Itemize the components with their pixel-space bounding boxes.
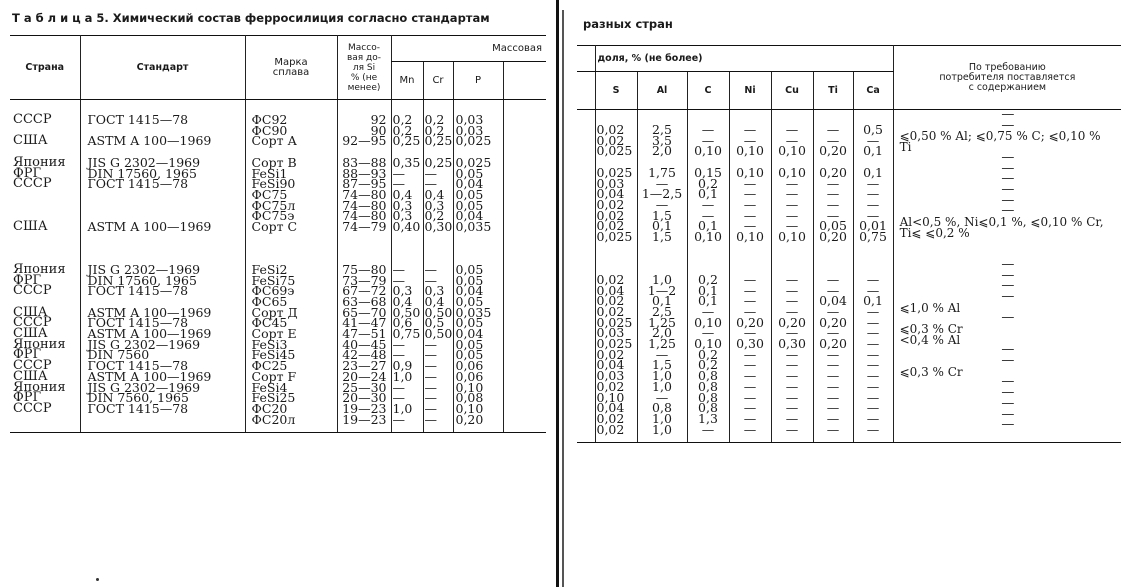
header-c: C — [687, 72, 729, 110]
ni-column: — — 0,10 0,10 — — — — — 0,10 — — — — 0,20 — 0,30 — — — — — — — — — [736, 122, 764, 437]
header-standard: Стандарт — [80, 36, 245, 100]
print-speck — [96, 578, 99, 581]
note-row-26: — — [1001, 417, 1015, 433]
header-ca: Ca — [853, 72, 893, 110]
si-column: 92 90 92—95 83—88 88—93 87—95 74—80 74—80 74—80 74—79 75—80 73—79 67—72 63—68 65—70 41—47 47—51 40—45 42—48 23—27 20—24 25—30 20—30 19—23 19—23 — [342, 112, 387, 427]
header-left-margin — [577, 46, 595, 72]
cr-column: 0,2 0,2 0,25 0,25 — — 0,4 0,3 0,2 0,30 — — 0,3 0,4 0,50 0,5 0,50 — — — — — — — — — [424, 112, 453, 427]
note-row-8: — — [1001, 192, 1015, 208]
country-column: СССР США Япония ФРГ СССР США Япония ФРГ СССР США СССР США Япония ФРГ СССР США Япония ФРГ СССР — [13, 112, 66, 416]
standard-column: ГОСТ 1415—78 ASTM A 100—1969 JIS G 2302—1969 DIN 17560, 1965 ГОСТ 1415—78 ASTM A 100—1969 JIS G 2302—1969 DIN 17560, 1965 ГОСТ 1415—78 ASTM A 100—1969 ГОСТ 1415—78 ASTM A 100—1969 JIS G 2302—1969 DIN 7560 ГОСТ 1415—78 ASTM A 100—1969 JIS G 2302—1969 DIN 7560, 1965 ГОСТ 1415—78 — [87, 112, 212, 416]
note-row-6: — — [1001, 171, 1015, 187]
note-row-20: — — [1001, 353, 1015, 369]
p-column: 0,03 0,03 0,025 0,025 0,05 0,04 0,05 0,05 0,04 0,035 0,05 0,05 0,04 0,05 0,035 0,05 0,04 0,05 0,05 0,06 0,06 0,10 0,08 0,10 0,20 — [455, 112, 492, 427]
note-row-22: — — [1001, 374, 1015, 390]
header-cu: Cu — [771, 72, 813, 110]
note-row-9: — — [1001, 203, 1015, 219]
header-al: Al — [637, 72, 687, 110]
c-column: — — 0,10 0,15 0,2 0,1 — — 0,1 0,10 0,2 0,1 0,1 — 0,10 — 0,10 0,2 0,2 0,8 0,8 0,8 0,8 1,3 — — [694, 122, 722, 437]
note-row-13: — — [1001, 278, 1015, 294]
header-ti: Ti — [813, 72, 853, 110]
mn-column: 0,2 0,2 0,25 0,35 — — 0,4 0,3 0,3 0,40 — — 0,3 0,4 0,50 0,6 0,75 — — 0,9 1,0 — — 1,0 — — [392, 112, 421, 427]
note-row-5: — — [1001, 160, 1015, 176]
s-column: 0,02 0,02 0,025 0,025 0,03 0,04 0,02 0,02 0,02 0,025 0,02 0,04 0,02 0,02 0,025 0,03 0,025 0,02 0,04 0,03 0,02 0,10 0,04 0,02 0,02 — [596, 122, 633, 437]
note-row-12: — — [1001, 267, 1015, 283]
header-grade: Марка сплава — [245, 36, 337, 100]
note-ussr-fs45: ⩽0,3 % Cr — [899, 322, 963, 337]
ti-column: — — 0,20 0,20 — — — — 0,05 0,20 — — 0,04 — 0,20 — 0,20 — — — — — — — — — [819, 122, 847, 437]
header-s: S — [595, 72, 637, 110]
ca-column: 0,5 — 0,1 0,1 — — — — 0,01 0,75 — — 0,1 — — — — — — — — — — — — — [859, 122, 887, 437]
header-requirement: По требованию потребителя поставляется с содержанием — [893, 46, 1121, 110]
note-usa-grade-e: <0,4 % Al — [899, 332, 961, 347]
note-row-24: — — [1001, 395, 1015, 411]
table-caption: Т а б л и ц а 5. Химический состав ферросилиция согласно стандартам — [12, 11, 490, 25]
header-mass-fraction: Массовая — [391, 36, 546, 62]
header-mn: Mn — [391, 62, 423, 100]
header-cr: Cr — [423, 62, 453, 100]
header-left-margin-sub — [577, 72, 595, 110]
header-blank — [503, 62, 546, 100]
header-si: Массо- вая до- ля Si % (не менее) — [337, 36, 391, 100]
header-ni: Ni — [729, 72, 771, 110]
grade-column: ФС92 ФС90 Сорт А Сорт В FeSi1 FeSi90 ФС75 ФС75л ФС75э Сорт С FeSi2 FeSi75 ФС69э ФС65 Сорт Д ФС45 Сорт Е FeSi3 FeSi45 ФС25 Сорт F FeSi4 FeSi25 ФС20 ФС20л — [251, 112, 298, 427]
note-row-16: — — [1001, 310, 1015, 326]
note-row-11: — — [1001, 256, 1015, 272]
note-row-14: — — [1001, 288, 1015, 304]
composition-table-left — [10, 35, 546, 433]
cu-column: — — 0,10 0,10 — — — — — 0,10 — — — — 0,20 — 0,30 — — — — — — — — — [778, 122, 806, 437]
header-p: P — [453, 62, 503, 100]
note-usa-grade-c: Al<0,5 %, Ni⩽0,1 %, ⩽0,10 % Cr, Ti⩽ ⩽0,2 % — [899, 215, 1104, 240]
note-row-1: — — [1001, 107, 1015, 122]
note-usa-grade-a: ⩽0,50 % Al; ⩽0,75 % C; ⩽0,10 % Ti — [899, 129, 1101, 155]
note-row-4: — — [1001, 149, 1015, 165]
book-gutter — [555, 0, 565, 587]
note-row-19: — — [1001, 342, 1015, 358]
requirement-column — [894, 107, 1122, 433]
note-row-23: — — [1001, 385, 1015, 401]
note-row-7: — — [1001, 181, 1015, 197]
header-fraction: доля, % (не более) — [595, 46, 893, 72]
note-ussr-fs25: ⩽0,3 % Cr — [899, 364, 963, 379]
table-caption-continued: разных стран — [583, 17, 673, 31]
note-row-25: — — [1001, 406, 1015, 422]
header-country: Страна — [10, 36, 80, 100]
note-row-2: — — [1001, 117, 1015, 133]
composition-table-right — [577, 45, 1121, 443]
al-column: 2,5 3,5 2,0 1,75 — 1—2,5 — 1,5 0,1 1,5 1,0 1—2 0,1 2,5 1,25 2,0 1,25 — 1,5 1,0 1,0 — 0,8 1,0 1,0 — [641, 122, 683, 437]
note-usa-grade-d: ⩽1,0 % Al — [899, 300, 961, 315]
